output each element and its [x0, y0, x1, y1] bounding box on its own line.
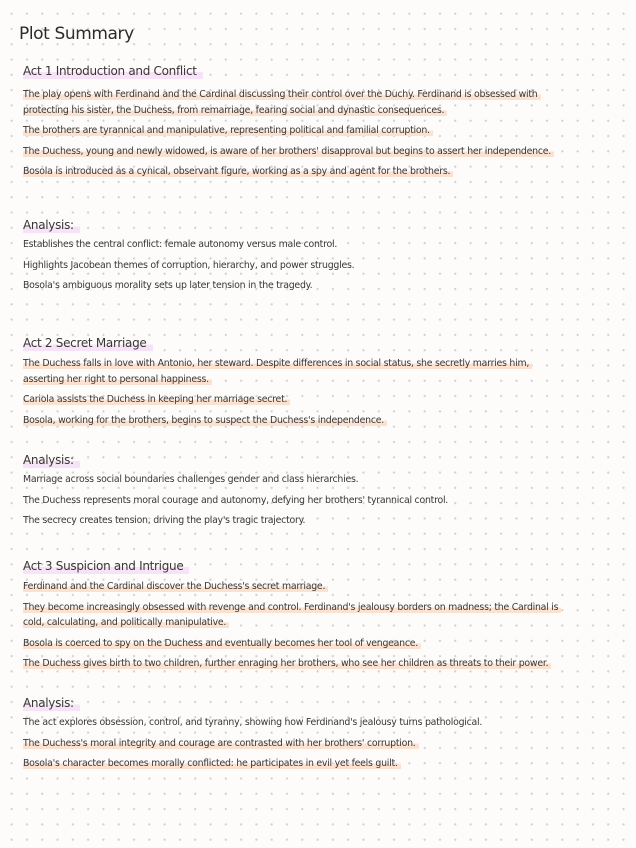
section-heading: Analysis: — [23, 218, 80, 233]
paragraph-line: The Duchess represents moral courage and autonomy, defying her brothers' tyrannical control. — [23, 494, 449, 506]
section-analysis-3 — [23, 692, 603, 777]
section-act-3 — [23, 555, 603, 677]
paragraph-line: The act explores obsession, control, and tyranny, showing how Ferdinand's jealousy turns pathological. — [23, 717, 483, 728]
section-heading: Act 1 Introduction and Conflict — [23, 64, 203, 79]
paragraph-line: They become increasingly obsessed with revenge and control. Ferdinand's jealousy borders on madness; the Cardinal is — [23, 600, 603, 616]
paragraph-line: The Duchess, young and newly widowed, is aware of her brothers' disapproval but begins to assert her independence. — [23, 144, 603, 160]
section-heading: Act 2 Secret Marriage — [23, 336, 153, 351]
section-heading: Analysis: — [23, 696, 80, 711]
section-analysis-2 — [23, 449, 603, 534]
paragraph-line: Bosola is introduced as a cynical, observant figure, working as a spy and agent for the brothers. — [23, 164, 603, 180]
paragraph-line: Ferdinand and the Cardinal discover the Duchess's secret marriage. — [23, 579, 603, 595]
paragraph-line: Establishes the central conflict: female autonomy versus male control. — [23, 239, 338, 250]
section-act-1 — [23, 60, 603, 185]
paragraph-line: The Duchess gives birth to two children, further enraging her brothers, who see her children as threats to their power. — [23, 656, 603, 672]
paragraph-line: The Duchess's moral integrity and courage are contrasted with her brothers' corruption. — [23, 736, 603, 752]
paragraph-line: The play opens with Ferdinand and the Cardinal discussing their control over the Duchy. Ferdinand is obsessed with — [23, 87, 603, 103]
paragraph-line: asserting her right to personal happiness. — [23, 372, 603, 388]
paragraph-line: Marriage across social boundaries challenges gender and class hierarchies. — [23, 474, 359, 485]
section-heading: Analysis: — [23, 453, 80, 468]
section-act-2 — [23, 332, 603, 433]
paragraph-line: The Duchess falls in love with Antonio, her steward. Despite differences in social status, she secretly marries him, — [23, 356, 603, 372]
paragraph-line: protecting his sister, the Duchess, from remarriage, fearing social and dynastic consequences. — [23, 103, 603, 119]
paragraph-line: Bosola's ambiguous morality sets up later tension in the tragedy. — [23, 280, 313, 291]
paragraph-line: Highlights Jacobean themes of corruption, hierarchy, and power struggles. — [23, 259, 355, 271]
paragraph-line: cold, calculating, and politically manipulative. — [23, 615, 603, 631]
section-heading: Act 3 Suspicion and Intrigue — [23, 559, 189, 574]
paragraph-line: Bosola's character becomes morally conflicted: he participates in evil yet feels guilt. — [23, 756, 603, 772]
paragraph-line: The brothers are tyrannical and manipulative, representing political and familial corruption. — [23, 123, 603, 139]
page-title: Plot Summary — [19, 24, 134, 44]
paragraph-line: Bosola is coerced to spy on the Duchess and eventually becomes her tool of vengeance. — [23, 636, 603, 652]
paragraph-line: Cariola assists the Duchess in keeping her marriage secret. — [23, 392, 603, 408]
paragraph-line: The secrecy creates tension, driving the play's tragic trajectory. — [23, 515, 306, 526]
paragraph-line: Bosola, working for the brothers, begins to suspect the Duchess's independence. — [23, 413, 603, 429]
section-analysis-1 — [23, 214, 603, 299]
